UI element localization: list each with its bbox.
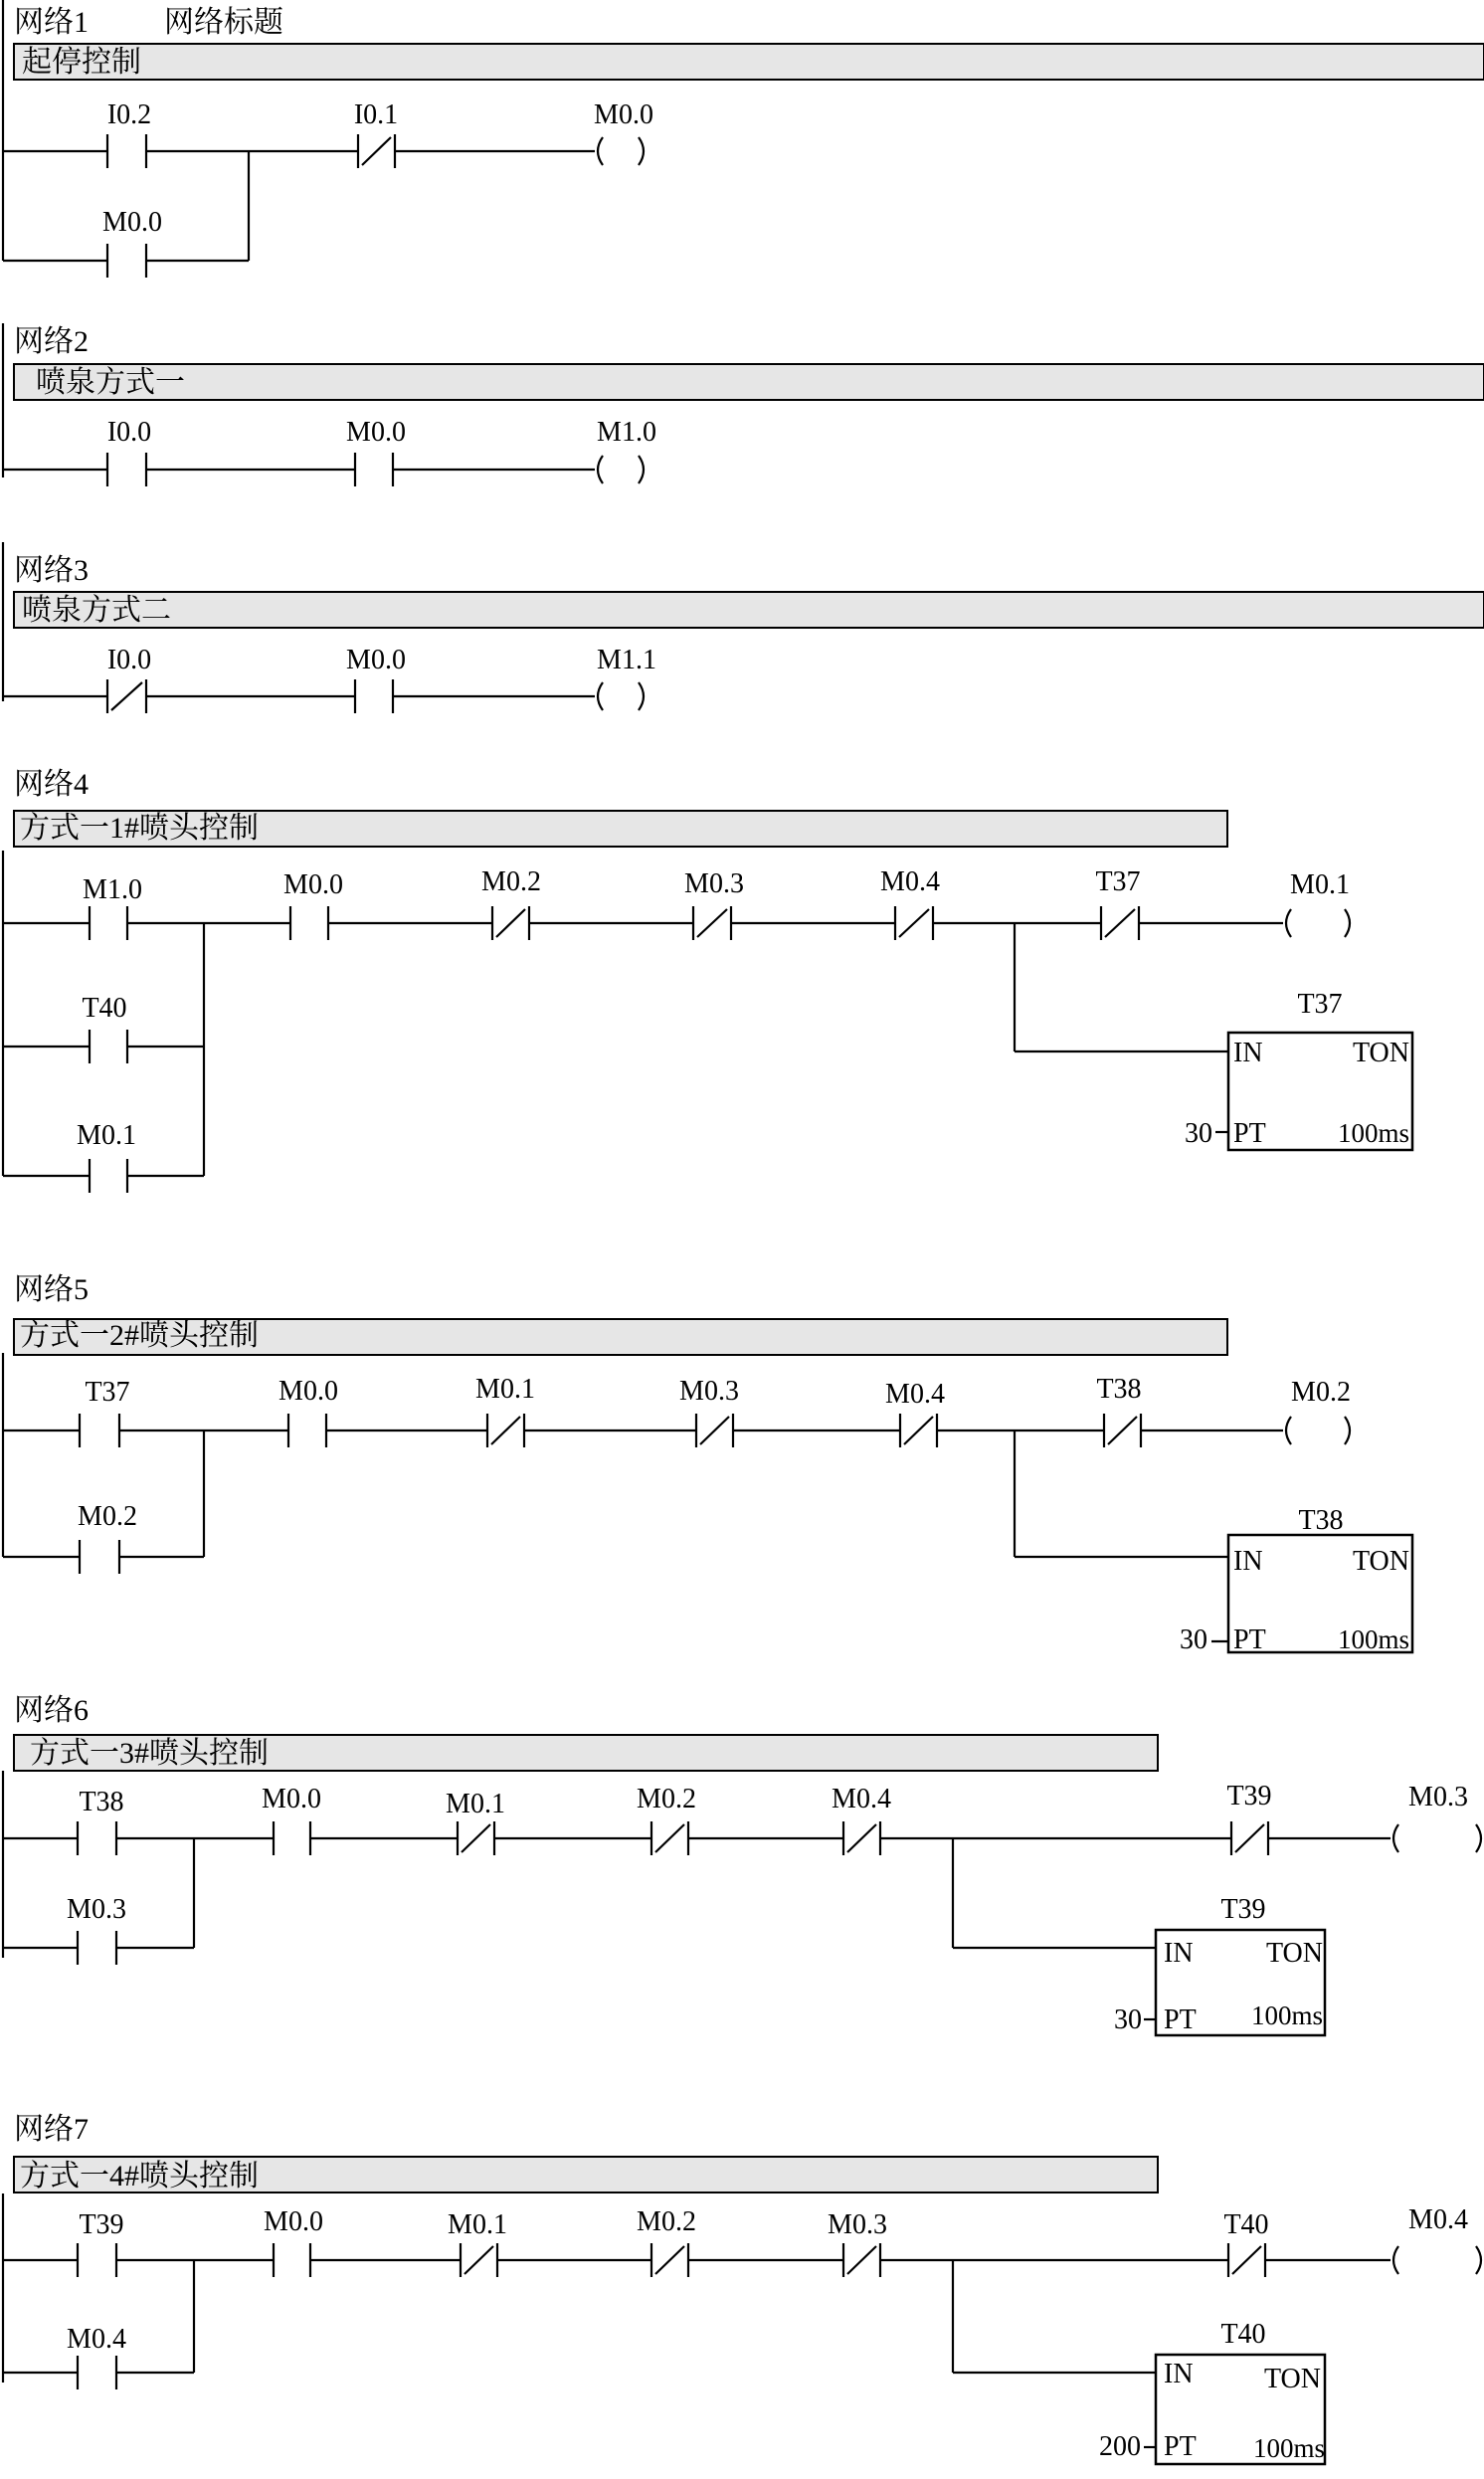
timer-in-pin: IN xyxy=(1233,1038,1263,1068)
no-contact xyxy=(355,679,393,713)
contact-label: M0.2 xyxy=(481,866,541,897)
coil-right-arc xyxy=(639,682,644,710)
contact-label: M1.0 xyxy=(83,874,142,905)
nc-contact xyxy=(458,1821,494,1855)
timer-type: TON xyxy=(1352,1038,1409,1068)
no-contact xyxy=(90,1159,127,1193)
nc-contact xyxy=(1228,2243,1265,2277)
network-5-title: 网络5 xyxy=(14,1273,89,1306)
output-coil xyxy=(598,137,644,165)
nc-contact xyxy=(1104,1414,1141,1447)
contact-label: T40 xyxy=(82,993,127,1024)
nc-slash xyxy=(496,909,525,937)
network-2-title: 网络2 xyxy=(14,325,89,358)
contact-label: M0.2 xyxy=(78,1501,137,1532)
contact-label: M0.4 xyxy=(67,2324,126,2355)
nc-contact xyxy=(358,134,395,168)
contact-label: I0.2 xyxy=(106,99,152,130)
coil-left-arc xyxy=(1286,909,1291,937)
nc-contact xyxy=(651,1821,688,1855)
contact-label: I0.0 xyxy=(106,645,152,675)
contact-label: M0.3 xyxy=(684,868,744,899)
contact-label: M0.1 xyxy=(446,1789,505,1819)
contact-label: M0.3 xyxy=(679,1376,739,1407)
nc-contact xyxy=(461,2243,497,2277)
coil-left-arc xyxy=(598,682,603,710)
timer-name: T40 xyxy=(1220,2319,1266,2350)
contact-label: M0.0 xyxy=(102,207,162,238)
no-contact xyxy=(107,244,146,278)
coil-label: M0.1 xyxy=(1290,869,1350,900)
timer-type: TON xyxy=(1265,1938,1323,1969)
network-6-comment: 方式一3#喷头控制 xyxy=(30,1737,269,1770)
contact-label: M0.2 xyxy=(637,2206,696,2237)
no-contact xyxy=(107,134,146,168)
coil-label: M1.1 xyxy=(597,645,656,675)
timer-base: 100ms xyxy=(1337,1118,1409,1148)
contact-label: T40 xyxy=(1223,2209,1269,2240)
timer-name: T39 xyxy=(1220,1894,1266,1925)
contact-label: M0.3 xyxy=(828,2209,887,2240)
contact-label: M0.0 xyxy=(262,1784,321,1814)
nc-slash xyxy=(1235,1824,1264,1852)
nc-contact xyxy=(895,906,933,940)
network-1-title: 网络1 xyxy=(14,6,89,39)
output-coil xyxy=(598,682,644,710)
nc-contact xyxy=(107,679,146,713)
network-3-title: 网络3 xyxy=(14,554,89,587)
nc-contact xyxy=(492,906,529,940)
no-contact xyxy=(80,1414,119,1447)
contact-label: M0.4 xyxy=(832,1784,891,1814)
network-7-title: 网络7 xyxy=(14,2113,89,2146)
contact-label: M0.3 xyxy=(67,1894,126,1925)
no-contact xyxy=(78,2356,116,2389)
nc-slash xyxy=(1105,909,1135,937)
coil-label: M0.3 xyxy=(1408,1782,1468,1812)
contact-label: T39 xyxy=(1226,1781,1272,1812)
timer-base: 100ms xyxy=(1337,1624,1409,1654)
coil-left-arc xyxy=(1393,2246,1398,2274)
contact-label: M0.2 xyxy=(637,1784,696,1814)
contact-label: T37 xyxy=(85,1377,130,1408)
nc-contact xyxy=(1231,1821,1268,1855)
timer-pt-pin: PT xyxy=(1233,1118,1266,1149)
timer-pt-pin: PT xyxy=(1164,2004,1197,2035)
nc-slash xyxy=(655,1824,684,1852)
nc-slash xyxy=(362,137,391,165)
coil-label: M0.2 xyxy=(1291,1377,1351,1408)
no-contact xyxy=(288,1414,326,1447)
contact-label: I0.0 xyxy=(106,417,152,448)
timer-preset: 30 xyxy=(1185,1118,1212,1149)
no-contact xyxy=(355,453,393,486)
nc-slash xyxy=(491,1417,520,1444)
coil-right-arc xyxy=(1345,909,1350,937)
contact-label: M0.0 xyxy=(283,869,343,900)
coil-left-arc xyxy=(598,456,603,483)
contact-label: T38 xyxy=(79,1787,124,1817)
timer-in-pin: IN xyxy=(1164,1938,1194,1969)
network-6-title: 网络6 xyxy=(14,1694,89,1727)
contact-label: M0.0 xyxy=(346,645,406,675)
timer-preset: 200 xyxy=(1099,2431,1141,2462)
nc-slash xyxy=(464,2246,493,2274)
timer-in-pin: IN xyxy=(1233,1546,1263,1577)
nc-contact xyxy=(900,1414,937,1447)
nc-contact xyxy=(696,1414,733,1447)
contact-label: M0.0 xyxy=(264,2206,323,2237)
no-contact xyxy=(78,1821,116,1855)
network-1-comment: 起停控制 xyxy=(22,46,141,79)
timer-in-pin: IN xyxy=(1164,2359,1194,2389)
network-1-subtitle: 网络标题 xyxy=(164,6,283,39)
timer-base: 100ms xyxy=(1250,2001,1323,2030)
coil-left-arc xyxy=(598,137,603,165)
network-5-comment: 方式一2#喷头控制 xyxy=(20,1319,259,1352)
nc-slash xyxy=(462,1824,490,1852)
nc-slash xyxy=(1108,1417,1137,1444)
comment-banner xyxy=(14,44,1484,80)
contact-label: M0.1 xyxy=(77,1120,136,1151)
contact-label: T39 xyxy=(79,2209,124,2240)
coil-label: M0.4 xyxy=(1408,2204,1468,2235)
timer-preset: 30 xyxy=(1180,1624,1207,1655)
contact-label: M0.4 xyxy=(880,866,940,897)
contact-label: I0.1 xyxy=(353,99,399,130)
no-contact xyxy=(274,2243,310,2277)
network-7-comment: 方式一4#喷头控制 xyxy=(20,2160,259,2193)
timer-base: 100ms xyxy=(1252,2433,1325,2463)
coil-right-arc xyxy=(1345,1417,1350,1444)
nc-slash xyxy=(111,682,142,710)
nc-slash xyxy=(847,1824,876,1852)
nc-slash xyxy=(697,909,727,937)
coil-label: M1.0 xyxy=(597,417,656,448)
coil-right-arc xyxy=(639,137,644,165)
nc-slash xyxy=(904,1417,933,1444)
no-contact xyxy=(78,2243,116,2277)
no-contact xyxy=(107,453,146,486)
nc-contact xyxy=(843,1821,880,1855)
timer-preset: 30 xyxy=(1114,2004,1142,2035)
contact-label: T38 xyxy=(1096,1374,1142,1405)
output-coil xyxy=(1393,1824,1481,1852)
coil-right-arc xyxy=(1476,2246,1481,2274)
network-4-comment: 方式一1#喷头控制 xyxy=(20,812,259,845)
output-coil xyxy=(1393,2246,1481,2274)
contact-label: M0.0 xyxy=(346,417,406,448)
no-contact xyxy=(90,906,127,940)
no-contact xyxy=(80,1540,119,1574)
no-contact xyxy=(290,906,328,940)
nc-slash xyxy=(700,1417,729,1444)
timer-name: T38 xyxy=(1298,1505,1344,1536)
timer-pt-pin: PT xyxy=(1164,2431,1197,2462)
contact-label: T37 xyxy=(1095,866,1141,897)
nc-contact xyxy=(1101,906,1139,940)
coil-right-arc xyxy=(1476,1824,1481,1852)
network-3-comment: 喷泉方式二 xyxy=(22,594,171,627)
contact-label: M0.1 xyxy=(448,2209,507,2240)
coil-label: M0.0 xyxy=(594,99,653,130)
output-coil xyxy=(1286,1417,1350,1444)
comment-banner xyxy=(14,364,1484,400)
nc-slash xyxy=(847,2246,876,2274)
comment-banner xyxy=(14,592,1484,628)
nc-contact xyxy=(693,906,731,940)
timer-name: T37 xyxy=(1297,989,1343,1020)
coil-left-arc xyxy=(1393,1824,1398,1852)
nc-slash xyxy=(655,2246,684,2274)
nc-contact xyxy=(651,2243,688,2277)
network-4-title: 网络4 xyxy=(14,768,89,801)
no-contact xyxy=(78,1931,116,1965)
contact-label: M0.1 xyxy=(475,1374,535,1405)
coil-right-arc xyxy=(639,456,644,483)
contact-label: M0.0 xyxy=(278,1376,338,1407)
network-2-comment: 喷泉方式一 xyxy=(36,366,185,399)
timer-pt-pin: PT xyxy=(1233,1624,1266,1655)
no-contact xyxy=(274,1821,310,1855)
nc-contact xyxy=(843,2243,880,2277)
contact-label: M0.4 xyxy=(885,1379,945,1410)
nc-slash xyxy=(1232,2246,1261,2274)
timer-type: TON xyxy=(1352,1546,1409,1577)
output-coil xyxy=(598,456,644,483)
no-contact xyxy=(90,1030,127,1063)
nc-contact xyxy=(487,1414,524,1447)
coil-left-arc xyxy=(1286,1417,1291,1444)
timer-type: TON xyxy=(1263,2364,1321,2394)
output-coil xyxy=(1286,909,1350,937)
nc-slash xyxy=(899,909,929,937)
